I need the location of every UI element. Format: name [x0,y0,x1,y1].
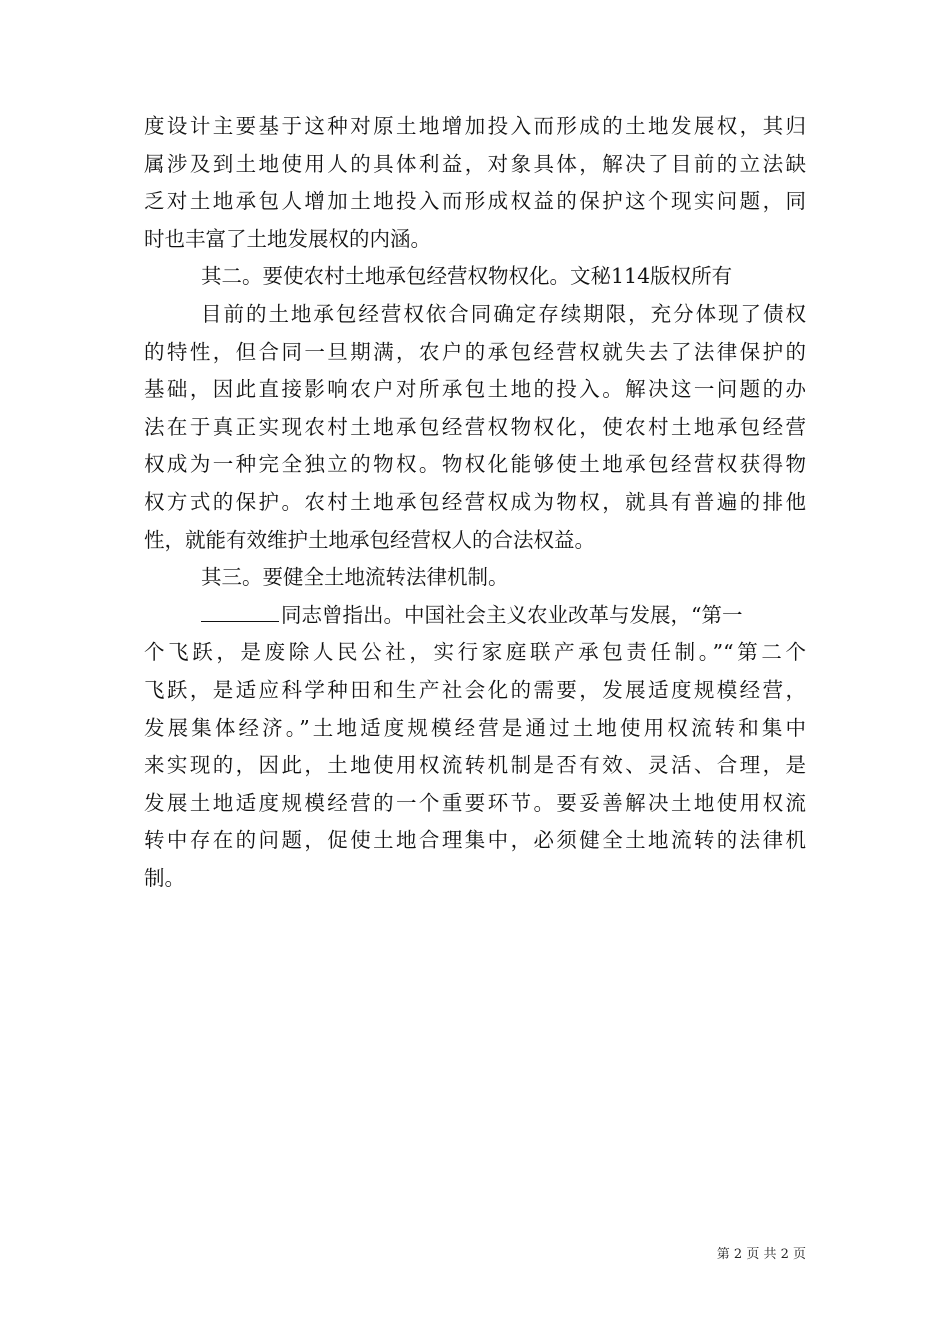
section-heading: 其三。要健全土地流转法律机制。 [201,565,509,590]
section-heading: 其二。要使农村土地承包经营权物权化。文秘114版权所有 [201,264,733,289]
text-line: 制。 [144,865,185,890]
text-line: 权成为一种完全独立的物权。物权化能够使土地承包经营权获得物 [144,452,806,477]
text-line: 发展土地适度规模经营的一个重要环节。要妥善解决土地使用权流 [144,790,806,815]
text-line: 属涉及到土地使用人的具体利益，对象具体，解决了目前的立法缺 [144,151,806,176]
text-line: 转中存在的问题，促使土地合理集中，必须健全土地流转的法律机 [144,828,806,853]
text-line: 个飞跃，是废除人民公社，实行家庭联产承包责任制。”“第二个 [144,640,806,665]
text-line: 来实现的，因此，土地使用权流转机制是否有效、灵活、合理，是 [144,753,806,778]
text-line-content: 同志曾指出。中国社会主义农业改革与发展，“第一 [281,602,743,627]
text-line: 目前的土地承包经营权依合同确定存续期限，充分体现了债权 [201,301,806,326]
text-line: 权方式的保护。农村土地承包经营权成为物权，就具有普遍的排他 [144,489,806,514]
document-body [144,108,806,897]
blank-underline [201,601,279,622]
text-line: 法在于真正实现农村土地承包经营权物权化，使农村土地承包经营 [144,414,806,439]
text-line: 性，就能有效维护土地承包经营权人的合法权益。 [144,527,595,552]
page-number-footer: 第 2 页 共 2 页 [716,1247,806,1262]
text-line: 发展集体经济。”土地适度规模经营是通过土地使用权流转和集中 [144,715,806,740]
text-line: 的特性，但合同一旦期满，农户的承包经营权就失去了法律保护的 [144,339,806,364]
text-line: 乏对土地承包人增加土地投入而形成权益的保护这个现实问题，同 [144,189,806,214]
text-line [144,597,806,635]
text-line: 时也丰富了土地发展权的内涵。 [144,226,431,251]
text-line: 度设计主要基于这种对原土地增加投入而形成的土地发展权，其归 [144,114,806,138]
text-line: 基础，因此直接影响农户对所承包土地的投入。解决这一问题的办 [144,377,806,402]
text-line: 飞跃，是适应科学种田和生产社会化的需要，发展适度规模经营， [144,677,806,702]
